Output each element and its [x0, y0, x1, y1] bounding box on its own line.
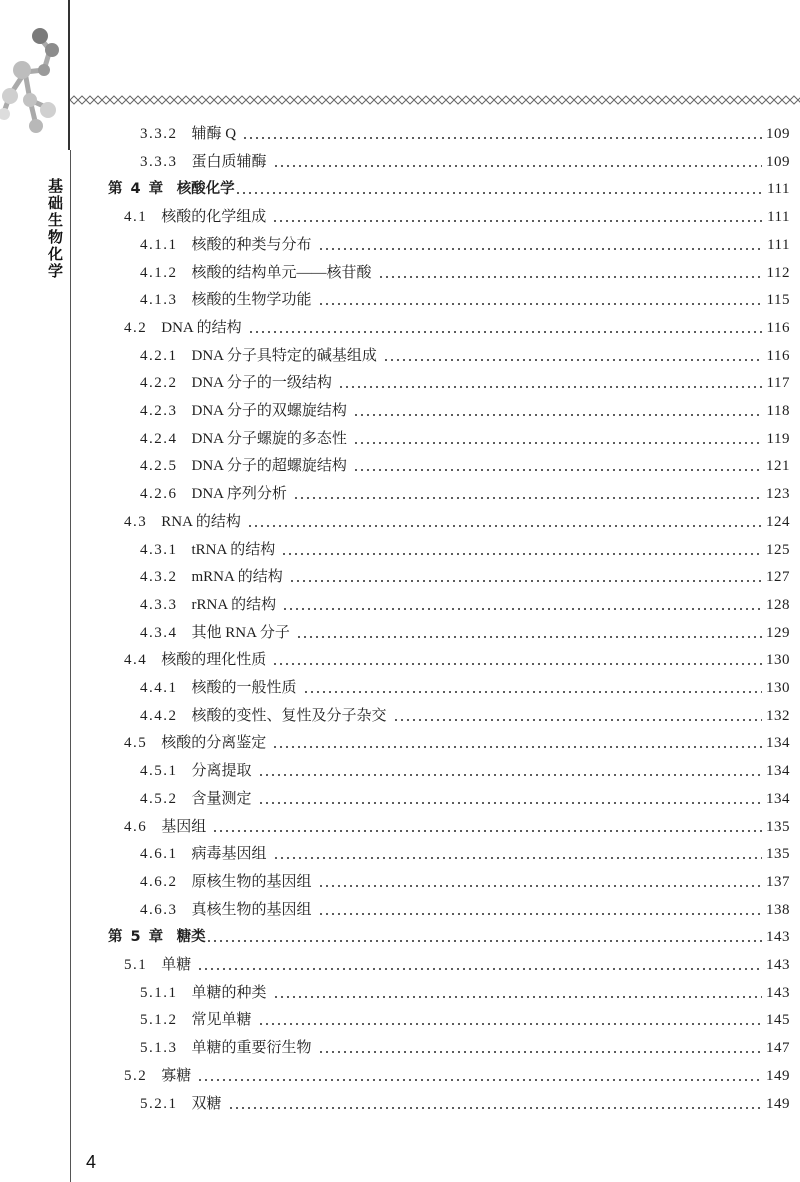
toc-entry-title: 原核生物的基因组	[191, 873, 312, 890]
toc-entry-title: 蛋白质辅酶	[191, 153, 267, 170]
toc-leader-dots	[282, 608, 762, 610]
toc-leader-dots	[197, 968, 762, 970]
toc-entry-page: 121	[766, 458, 790, 475]
toc-entry-page: 135	[766, 818, 790, 835]
toc-entry-title: 核酸的结构单元——核苷酸	[191, 264, 372, 281]
toc-entry-page: 135	[766, 846, 790, 863]
toc-entry-number: 4.4.1	[140, 680, 178, 696]
toc-entry-title: DNA 分子具特定的碱基组成	[191, 347, 377, 364]
toc-subsection-entry[interactable]	[140, 257, 790, 283]
toc-entry-page: 134	[766, 763, 790, 780]
toc-entry-number: 4.1.1	[140, 236, 178, 253]
toc-leader-dots	[383, 359, 763, 361]
toc-entry-title: RNA 的结构	[161, 513, 241, 530]
toc-subsection-entry[interactable]	[140, 478, 790, 504]
toc-entry-number: 4.2.5	[140, 458, 178, 475]
toc-entry-page: 125	[766, 541, 790, 558]
toc-leader-dots	[247, 525, 762, 527]
toc-subsection-entry[interactable]	[140, 977, 790, 1003]
toc-leader-dots	[206, 940, 762, 942]
toc-entry-page: 115	[766, 292, 790, 309]
header-decorative-border	[70, 94, 800, 106]
toc-subsection-entry[interactable]	[140, 367, 790, 393]
toc-entry-number: 3.3.3	[140, 153, 178, 170]
toc-entry-title: 单糖的重要衍生物	[191, 1040, 312, 1057]
toc-leader-dots	[353, 414, 763, 416]
toc-subsection-entry[interactable]	[140, 1088, 790, 1114]
toc-entry-number: 第 4 章	[108, 181, 165, 198]
toc-subsection-entry[interactable]	[140, 229, 790, 255]
toc-entry-title: 常见单糖	[191, 1012, 252, 1029]
toc-entry-title: 单糖	[161, 957, 192, 973]
toc-entry-page: 123	[766, 486, 790, 503]
toc-leader-dots	[272, 220, 763, 222]
toc-entry-number: 4.3.4	[140, 624, 178, 641]
toc-entry-number: 4.6.1	[140, 846, 178, 863]
toc-subsection-entry[interactable]	[140, 284, 790, 310]
toc-leader-dots	[197, 1079, 762, 1081]
molecule-logo	[0, 0, 70, 150]
toc-entry-page: 137	[766, 873, 790, 890]
toc-entry-number: 4.2.3	[140, 403, 178, 419]
toc-leader-dots	[293, 497, 762, 499]
toc-entry-title: 含量测定	[191, 790, 252, 807]
toc-leader-dots	[378, 276, 763, 278]
toc-subsection-entry[interactable]	[140, 561, 790, 587]
toc-entry-title: 糖类	[176, 929, 206, 946]
toc-entry-title: 核酸的变性、复性及分子杂交	[191, 707, 387, 724]
toc-entry-page: 134	[766, 735, 790, 752]
toc-subsection-entry[interactable]	[140, 1004, 790, 1030]
toc-entry-page: 118	[766, 403, 790, 419]
toc-leader-dots	[272, 746, 762, 748]
toc-entry-title: 双糖	[191, 1095, 222, 1112]
toc-leader-dots	[318, 913, 762, 915]
toc-entry-title: DNA 分子的超螺旋结构	[191, 458, 347, 475]
toc-section-entry[interactable]	[124, 506, 790, 532]
toc-entry-title: DNA 分子的双螺旋结构	[191, 403, 347, 419]
header-vertical-rule	[68, 0, 70, 150]
toc-entry-title: 核酸的生物学功能	[191, 292, 312, 309]
toc-entry-title: 核酸的理化性质	[161, 652, 267, 669]
toc-leader-dots	[296, 636, 762, 638]
toc-entry-page: 134	[766, 790, 790, 807]
toc-entry-title: 真核生物的基因组	[191, 901, 312, 918]
toc-subsection-entry[interactable]	[140, 450, 790, 476]
toc-leader-dots	[338, 386, 763, 388]
spine-band	[0, 150, 71, 1182]
toc-entry-page: 124	[766, 513, 790, 530]
toc-leader-dots	[258, 774, 762, 776]
toc-leader-dots	[273, 857, 762, 859]
toc-entry-title: rRNA 的结构	[191, 596, 277, 613]
toc-section-entry[interactable]	[124, 644, 790, 670]
toc-subsection-entry[interactable]	[140, 1032, 790, 1058]
toc-entry-page: 130	[766, 680, 790, 696]
toc-entry-page: 111	[767, 236, 790, 253]
toc-entry-number: 4.2.4	[140, 430, 178, 447]
toc-section-entry[interactable]	[124, 727, 790, 753]
toc-entry-number: 4.4.2	[140, 707, 178, 724]
toc-entry-title: 单糖的种类	[191, 984, 267, 1001]
toc-entry-page: 112	[766, 264, 790, 281]
toc-subsection-entry[interactable]	[140, 755, 790, 781]
toc-entry-page: 128	[766, 596, 790, 613]
toc-entry-page: 119	[766, 430, 790, 447]
toc-section-entry[interactable]	[124, 201, 790, 227]
toc-entry-page: 143	[766, 984, 790, 1001]
toc-entry-title: DNA 分子的一级结构	[191, 375, 332, 392]
toc-entry-number: 4.6.3	[140, 901, 178, 918]
toc-entry-number: 4.3.1	[140, 541, 178, 558]
toc-entry-number: 5.2.1	[140, 1095, 178, 1112]
toc-chapter-entry[interactable]	[108, 921, 790, 947]
toc-entry-number: 4.5	[124, 735, 148, 752]
toc-entry-number: 4.3.2	[140, 569, 178, 586]
toc-subsection-entry[interactable]	[140, 894, 790, 920]
toc-entry-number: 4.2	[124, 319, 148, 336]
page-number: 4	[86, 1152, 97, 1172]
toc-section-entry[interactable]	[124, 811, 790, 837]
toc-entry-number: 4.2.1	[140, 347, 178, 364]
toc-entry-number: 4.6.2	[140, 873, 178, 890]
toc-entry-page: 116	[766, 347, 790, 364]
toc-leader-dots	[318, 885, 762, 887]
toc-leader-dots	[228, 1107, 762, 1109]
toc-entry-title: 寡糖	[161, 1067, 192, 1084]
toc-entry-number: 3.3.2	[140, 126, 178, 142]
toc-entry-page: 149	[766, 1067, 790, 1084]
toc-entry-number: 4.5.2	[140, 790, 178, 807]
toc-entry-number: 4.1	[124, 209, 148, 226]
toc-subsection-entry[interactable]	[140, 395, 790, 421]
toc-section-entry[interactable]	[124, 312, 790, 338]
toc-entry-page: 117	[766, 375, 790, 392]
toc-leader-dots	[318, 303, 763, 305]
toc-entry-page: 129	[766, 624, 790, 641]
toc-subsection-entry[interactable]	[140, 118, 790, 144]
toc-leader-dots	[353, 442, 763, 444]
toc-entry-title: 核酸的分离鉴定	[161, 735, 267, 752]
toc-entry-title: mRNA 的结构	[191, 569, 283, 586]
toc-entry-title: DNA 序列分析	[191, 486, 287, 503]
toc-chapter-entry[interactable]	[108, 173, 790, 199]
toc-entry-title: 核酸的化学组成	[161, 209, 267, 226]
toc-entry-number: 5.1.1	[140, 984, 178, 1001]
toc-entry-number: 4.6	[124, 818, 148, 835]
toc-subsection-entry[interactable]	[140, 534, 790, 560]
toc-leader-dots	[272, 663, 762, 665]
toc-entry-number: 4.3.3	[140, 596, 178, 613]
toc-subsection-entry[interactable]	[140, 589, 790, 615]
toc-leader-dots	[258, 1023, 762, 1025]
toc-entry-title: 病毒基因组	[191, 846, 267, 863]
toc-subsection-entry[interactable]	[140, 672, 790, 698]
toc-entry-page: 116	[766, 319, 790, 336]
spine-title: 基础生物化学	[46, 178, 64, 280]
toc-leader-dots	[281, 553, 762, 555]
toc-entry-title: 核酸的一般性质	[191, 680, 297, 696]
toc-entry-title: DNA 分子螺旋的多态性	[191, 430, 347, 447]
toc-entry-number: 第 5 章	[108, 929, 165, 946]
toc-subsection-entry[interactable]	[140, 838, 790, 864]
toc-leader-dots	[303, 691, 762, 693]
toc-entry-number: 5.2	[124, 1067, 148, 1084]
toc-leader-dots	[273, 165, 762, 167]
toc-entry-page: 147	[766, 1040, 790, 1057]
toc-leader-dots	[353, 469, 762, 471]
toc-entry-page: 132	[766, 707, 790, 724]
toc-entry-page: 143	[766, 929, 790, 946]
toc-leader-dots	[242, 137, 762, 139]
toc-leader-dots	[212, 830, 762, 832]
toc-entry-page: 130	[766, 652, 790, 669]
toc-leader-dots	[393, 719, 762, 721]
toc-entry-number: 4.3	[124, 513, 148, 530]
toc-subsection-entry[interactable]	[140, 146, 790, 172]
toc-entry-number: 5.1.2	[140, 1012, 178, 1029]
toc-entry-page: 111	[767, 209, 790, 226]
toc-entry-title: 基因组	[161, 818, 207, 835]
toc-entry-title: DNA 的结构	[161, 319, 242, 336]
toc-leader-dots	[258, 802, 762, 804]
toc-entry-page: 149	[766, 1095, 790, 1112]
toc-entry-page: 145	[766, 1012, 790, 1029]
toc-leader-dots	[318, 1051, 762, 1053]
toc-entry-number: 4.1.3	[140, 292, 178, 309]
toc-entry-title: 辅酶 Q	[191, 126, 237, 142]
toc-entry-page: 109	[766, 126, 790, 142]
toc-entry-title: 核酸化学	[176, 181, 235, 198]
toc-entry-page: 111	[767, 181, 790, 198]
toc-entry-title: 其他 RNA 分子	[191, 624, 290, 641]
toc-leader-dots	[273, 996, 762, 998]
toc-entry-number: 5.1	[124, 957, 148, 973]
toc-section-entry[interactable]	[124, 1060, 790, 1086]
toc-subsection-entry[interactable]	[140, 700, 790, 726]
toc-entry-title: 分离提取	[191, 763, 252, 780]
toc-entry-page: 143	[766, 957, 790, 973]
toc-entry-number: 4.2.6	[140, 486, 178, 503]
toc-leader-dots	[248, 331, 763, 333]
toc-leader-dots	[318, 248, 764, 250]
toc-entry-number: 5.1.3	[140, 1040, 178, 1057]
toc-section-entry[interactable]	[124, 949, 790, 975]
toc-leader-dots	[235, 192, 763, 194]
toc-entry-title: 核酸的种类与分布	[191, 236, 312, 253]
toc-entry-number: 4.5.1	[140, 763, 178, 780]
toc-subsection-entry[interactable]	[140, 340, 790, 366]
toc-entry-number: 4.4	[124, 652, 148, 669]
toc-subsection-entry[interactable]	[140, 783, 790, 809]
toc-subsection-entry[interactable]	[140, 617, 790, 643]
toc-entry-page: 138	[766, 901, 790, 918]
toc-subsection-entry[interactable]	[140, 423, 790, 449]
toc-leader-dots	[289, 580, 762, 582]
toc-subsection-entry[interactable]	[140, 866, 790, 892]
toc-entry-page: 109	[766, 153, 790, 170]
toc-entry-number: 4.1.2	[140, 264, 178, 281]
toc-entry-page: 127	[766, 569, 790, 586]
toc-entry-number: 4.2.2	[140, 375, 178, 392]
toc-entry-title: tRNA 的结构	[191, 541, 276, 558]
